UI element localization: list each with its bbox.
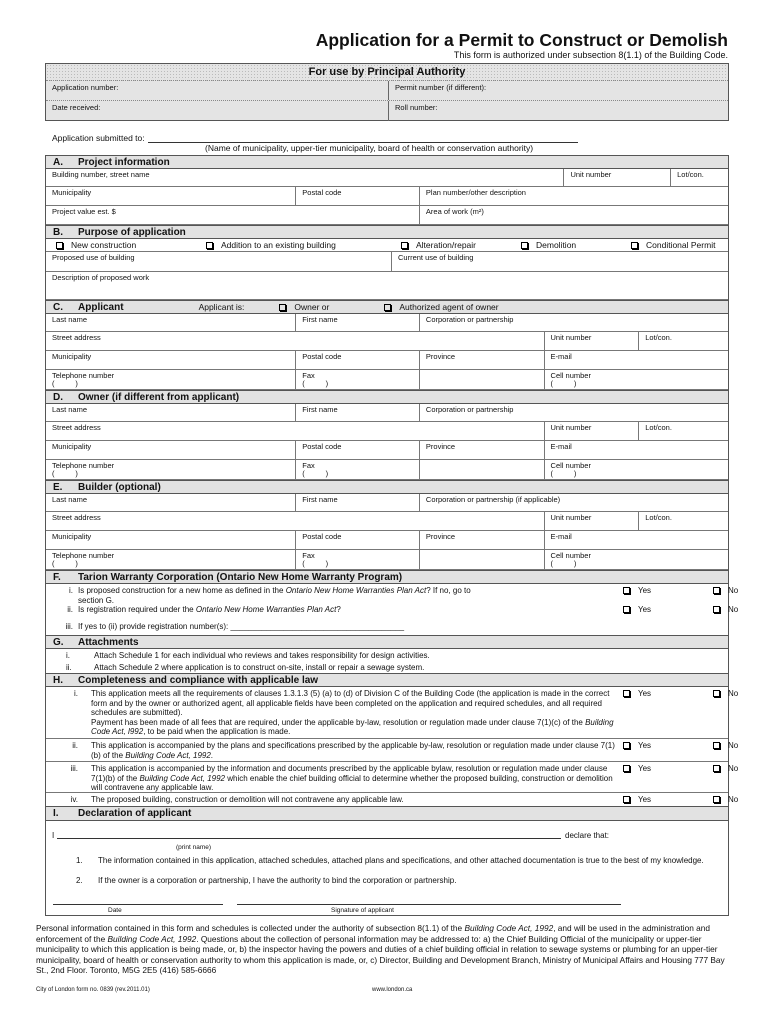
section-title: Owner (if different from applicant) xyxy=(78,391,240,403)
item-number: 1. xyxy=(76,856,83,865)
section-A-header xyxy=(46,156,728,169)
text-segment: , to be paid when the application is made. xyxy=(143,727,291,737)
item-text xyxy=(91,795,616,805)
section-letter: D. xyxy=(53,391,63,403)
item-text xyxy=(78,586,618,605)
section-I-body xyxy=(46,821,728,915)
item-text xyxy=(91,764,616,793)
phone-area-code: ( ) xyxy=(52,469,78,478)
yes-label: Yes xyxy=(638,764,652,773)
date-line[interactable] xyxy=(53,899,223,905)
form-field[interactable]: Unit number xyxy=(545,332,640,350)
text-segment: Building Code Act, 1992 xyxy=(125,750,211,760)
section-title: Completeness and compliance with applicable law xyxy=(78,674,319,686)
field-row xyxy=(46,494,728,512)
section-letter: B. xyxy=(53,226,63,238)
no-label: No xyxy=(728,605,739,614)
section-letter: G. xyxy=(53,636,64,648)
item-number: iii. xyxy=(70,764,78,773)
section-I-header xyxy=(46,806,728,821)
section-E-header xyxy=(46,480,728,494)
section-title: Applicant xyxy=(78,301,124,313)
form-field[interactable]: Plan number/other description xyxy=(425,188,526,197)
checkbox-icon[interactable] xyxy=(623,796,630,803)
form-field[interactable]: Corporation or partnership xyxy=(425,315,514,324)
field-row xyxy=(46,351,728,370)
purpose-option[interactable] xyxy=(206,240,336,250)
form-field[interactable]: Corporation or partnership xyxy=(425,405,514,414)
item-number: ii. xyxy=(66,663,72,672)
checkbox-icon[interactable] xyxy=(206,242,213,249)
purpose-option[interactable] xyxy=(56,240,136,250)
item-text xyxy=(91,741,616,760)
checkbox-icon[interactable] xyxy=(631,242,638,249)
checkbox-icon[interactable] xyxy=(56,242,63,249)
compliance-item xyxy=(46,793,739,806)
submitted-to-note: (Name of municipality, upper-tier municipality, board of health or conservation authority) xyxy=(205,143,534,153)
field-row xyxy=(46,187,728,206)
text-segment: . Questions about the collection of personal information may be addressed to: a) the Chief Building Official of the municipality or upper-tier municipality to which this application is being made, or, b) the inspector having the powers and duties of a chief building official in relation to sewage systems or plumbing for an upper-tier municipality, board of health or conservation authority to whom this application is made, or, c) Director, Building and Development Branch, Ministry of Municipal Affairs and Housing 777 Bay St., 2nd Floor. Toronto, M5G 2E5 (416) 585-6666 xyxy=(36,933,725,975)
form-field[interactable]: Unit number xyxy=(545,422,640,440)
field-row xyxy=(46,550,728,570)
submitted-to-input-line[interactable] xyxy=(148,134,578,143)
text-segment: , and will be used in the administration and enforcement of the xyxy=(36,923,711,944)
yes-option[interactable] xyxy=(623,764,651,774)
section-letter: I. xyxy=(53,808,59,819)
checkbox-icon[interactable] xyxy=(713,742,720,749)
form-field[interactable]: Lot/con. xyxy=(645,333,672,342)
form-field[interactable]: Building number, street name xyxy=(46,169,564,186)
item-text: If the owner is a corporation or partnership, I have the authority to bind the corporation or partnership. xyxy=(98,876,457,885)
yes-option[interactable] xyxy=(623,689,651,699)
item-number: i. xyxy=(66,651,70,660)
form-field[interactable]: Telephone number ( ) xyxy=(46,370,296,389)
form-field[interactable]: Unit number xyxy=(564,169,671,186)
field-row xyxy=(46,169,728,187)
form-field[interactable]: Unit number xyxy=(545,512,640,530)
form-field[interactable]: E-mail xyxy=(550,532,572,541)
form-field[interactable]: First name xyxy=(296,494,420,511)
item-text xyxy=(91,689,616,737)
form-field[interactable]: Municipality xyxy=(46,531,296,549)
text-segment: which enable the chief building official to determine whether the proposed building, construction or demolition will contravene any applicable law. xyxy=(91,773,613,793)
section-title: Project information xyxy=(78,156,170,168)
checkbox-icon[interactable] xyxy=(623,742,630,749)
section-title: Purpose of application xyxy=(78,226,186,238)
phone-area-code: ( ) xyxy=(550,379,577,388)
text-segment: Building Code Act, 1992 xyxy=(464,923,554,933)
phone-area-code: ( ) xyxy=(302,379,329,388)
form-field[interactable]: Municipality xyxy=(46,187,296,205)
form-field[interactable]: First name xyxy=(296,314,420,331)
text-segment: ? xyxy=(336,605,341,614)
principal-authority-box xyxy=(45,63,729,121)
field-row xyxy=(46,441,728,460)
form-field[interactable]: Municipality xyxy=(46,351,296,369)
field-row xyxy=(46,531,728,550)
yes-label: Yes xyxy=(638,741,652,750)
section-G-header xyxy=(46,635,728,649)
no-label: No xyxy=(728,764,739,773)
print-name-line[interactable] xyxy=(57,829,561,839)
checkbox-icon[interactable] xyxy=(521,242,528,249)
no-label: No xyxy=(728,689,739,698)
yes-label: Yes xyxy=(638,689,652,698)
text-segment: Building Code Act, l992 xyxy=(91,717,614,737)
yes-label: Yes xyxy=(638,586,652,595)
section-letter: A. xyxy=(53,156,63,168)
form-field[interactable]: First name xyxy=(296,404,420,421)
compliance-item xyxy=(46,739,739,762)
form-field[interactable]: Municipality xyxy=(46,441,296,459)
phone-area-code: ( ) xyxy=(550,559,577,568)
checkbox-icon[interactable] xyxy=(401,242,408,249)
form-field[interactable]: Lot/con. xyxy=(645,423,672,432)
field-row xyxy=(46,206,728,225)
field-row xyxy=(46,460,728,480)
phone-area-code: ( ) xyxy=(550,469,577,478)
checkbox-icon[interactable] xyxy=(713,765,720,772)
yes-option[interactable] xyxy=(623,795,651,805)
yes-option[interactable] xyxy=(623,741,651,751)
no-option[interactable] xyxy=(713,795,738,805)
text-segment: ? If no, go to section G. xyxy=(78,586,471,605)
signature-line[interactable] xyxy=(237,899,621,905)
text-segment: Attach Schedule 1 for each individual who reviews and takes responsibility for design activities. xyxy=(94,651,430,660)
form-field[interactable]: Telephone number ( ) xyxy=(46,550,296,569)
section-title: Builder (optional) xyxy=(78,481,161,493)
text-segment: Personal information contained in this form and schedules is collected under the authority of subsection 8(1.1) of the xyxy=(36,923,465,933)
form-field[interactable]: Postal code xyxy=(296,351,420,369)
form-field[interactable]: Description of proposed work xyxy=(52,273,150,282)
checkbox-icon[interactable] xyxy=(384,304,391,311)
item-text: The information contained in this application, attached schedules, attached plans and specifications, and other attached documentation is true to the best of my knowledge. xyxy=(98,856,704,865)
application-submitted-to[interactable] xyxy=(52,133,578,143)
text-segment: Ontario New Home Warranties Plan Act xyxy=(195,605,337,614)
no-option[interactable] xyxy=(713,605,738,615)
section-letter: E. xyxy=(53,481,63,493)
roll-number-field[interactable]: Roll number: xyxy=(395,103,438,112)
form-field[interactable]: Postal code xyxy=(296,187,420,205)
yes-label: Yes xyxy=(638,795,652,804)
item-number: iv. xyxy=(70,795,78,804)
yes-option[interactable] xyxy=(623,586,651,596)
no-option[interactable] xyxy=(713,764,738,774)
text-segment: Building Code Act, 1992 xyxy=(107,933,197,944)
applicant-agent-option[interactable] xyxy=(384,302,498,312)
no-label: No xyxy=(728,586,739,595)
item-text xyxy=(78,605,618,615)
field-row xyxy=(46,370,728,390)
section-letter: F. xyxy=(53,571,61,583)
form-field[interactable]: Province xyxy=(420,531,545,549)
checkbox-icon[interactable] xyxy=(279,304,286,311)
form-field[interactable]: Area of work (m²) xyxy=(425,207,484,216)
item-number: ii. xyxy=(72,741,78,750)
section-F-header xyxy=(46,570,728,584)
no-option[interactable] xyxy=(713,689,738,699)
signature-label: Signature of applicant xyxy=(331,907,394,914)
submitted-to-label: Application submitted to: xyxy=(52,133,145,143)
print-name-label: (print name) xyxy=(176,844,212,851)
phone-area-code: ( ) xyxy=(52,379,78,388)
checkbox-icon[interactable] xyxy=(713,587,720,594)
date-label: Date xyxy=(108,907,122,914)
checkbox-icon[interactable] xyxy=(623,587,630,594)
text-segment: Is registration required under the xyxy=(78,605,196,614)
phone-area-code: ( ) xyxy=(52,559,78,568)
form-field[interactable]: Postal code xyxy=(296,531,420,549)
field-row xyxy=(46,252,728,272)
form-field[interactable]: Current use of building xyxy=(397,253,474,262)
form-field[interactable]: Last name xyxy=(46,404,296,421)
form-subtitle: This form is authorized under subsection 8(1.1) of the Building Code. xyxy=(453,50,728,60)
section-H-header xyxy=(46,673,728,687)
section-B-header xyxy=(46,225,728,239)
principal-authority-header: For use by Principal Authority xyxy=(46,64,728,81)
purpose-option[interactable] xyxy=(401,240,476,250)
section-G-body xyxy=(46,649,728,673)
section-F-body xyxy=(46,584,739,635)
application-number-field[interactable]: Application number: xyxy=(46,81,389,100)
form-field[interactable]: Corporation or partnership (if applicable) xyxy=(425,495,561,504)
website: www.london.ca xyxy=(372,987,413,993)
form-field[interactable]: Province xyxy=(420,351,545,369)
applicant-owner-option[interactable] xyxy=(279,302,329,312)
text-segment: Building Code Act, 1992 xyxy=(139,773,226,783)
section-title: Declaration of applicant xyxy=(78,808,192,819)
option-label: Conditional Permit xyxy=(646,240,716,250)
form-field[interactable]: Project value est. $ xyxy=(46,206,420,224)
declaration-i: I xyxy=(52,831,55,840)
privacy-notice xyxy=(36,923,734,976)
purpose-option[interactable] xyxy=(521,240,576,250)
section-title: Attachments xyxy=(78,636,139,648)
declare-that: declare that: xyxy=(565,831,610,840)
no-option[interactable] xyxy=(713,741,738,751)
checkbox-icon[interactable] xyxy=(623,765,630,772)
field-row xyxy=(46,512,728,531)
field-row xyxy=(46,422,728,441)
item-number: iii. xyxy=(65,622,73,631)
field-row xyxy=(46,272,728,300)
checkbox-icon[interactable] xyxy=(623,606,630,613)
item-text xyxy=(94,651,430,661)
text-segment: This application is accompanied by the plans and specifications prescribed by the applicable by-law, resolution or regulation made under clause 7(1)(b) of the xyxy=(91,741,615,760)
field-row xyxy=(46,404,728,422)
checkbox-icon[interactable] xyxy=(713,796,720,803)
form-title: Application for a Permit to Construct or Demolish xyxy=(315,30,728,50)
text-segment: Is proposed construction for a new home as defined in the xyxy=(78,586,286,595)
form-field[interactable]: Fax ( ) xyxy=(296,370,420,389)
field-row xyxy=(46,332,728,351)
item-number: i. xyxy=(74,689,78,698)
section-D-header xyxy=(46,390,728,404)
option-label: Demolition xyxy=(536,240,577,250)
form-field[interactable] xyxy=(420,370,545,389)
text-segment: This application is accompanied by the information and documents prescribed by the applicable bylaw, resolution or regulation made under clause 7(1)(b) of the xyxy=(91,764,608,783)
item-number: ii. xyxy=(67,605,73,614)
checkbox-icon[interactable] xyxy=(623,690,630,697)
form-field[interactable]: Lot/con. xyxy=(645,513,672,522)
purpose-options xyxy=(46,239,728,252)
phone-area-code: ( ) xyxy=(302,469,329,478)
item-text xyxy=(78,622,618,632)
section-letter: H. xyxy=(53,674,63,686)
form-field[interactable]: Cell number ( ) xyxy=(550,461,591,478)
section-title: Tarion Warranty Corporation (Ontario New Home Warranty Program) xyxy=(78,571,403,583)
no-label: No xyxy=(728,795,739,804)
option-label: New construction xyxy=(71,240,137,250)
purpose-option[interactable] xyxy=(631,240,715,250)
form-field[interactable]: Cell number ( ) xyxy=(550,371,591,388)
item-number: i. xyxy=(69,586,73,595)
form-field[interactable]: Proposed use of building xyxy=(46,252,392,271)
option-label: Owner or xyxy=(294,302,330,312)
compliance-item xyxy=(46,762,739,793)
no-label: No xyxy=(728,741,739,750)
form-field[interactable]: Fax ( ) xyxy=(296,460,420,479)
form-field[interactable]: Postal code xyxy=(296,441,420,459)
text-segment: Attach Schedule 2 where application is to construct on-site, install or repair a sewage system. xyxy=(94,663,425,672)
form-field[interactable]: Street address xyxy=(46,512,545,530)
no-option[interactable] xyxy=(713,586,738,596)
form-field[interactable]: Cell number ( ) xyxy=(550,551,591,568)
form-field[interactable]: Lot/con. xyxy=(677,170,704,179)
option-label: Addition to an existing building xyxy=(221,240,336,250)
form-field[interactable]: E-mail xyxy=(550,352,572,361)
date-received-field[interactable]: Date received: xyxy=(46,101,389,121)
text-segment: . xyxy=(210,750,214,760)
form-field[interactable]: Street address xyxy=(46,422,545,440)
item-number: 2. xyxy=(76,876,83,885)
form-field[interactable]: E-mail xyxy=(550,442,572,451)
form-field[interactable]: Last name xyxy=(46,494,296,511)
option-label: Alteration/repair xyxy=(416,240,477,250)
application-form xyxy=(45,155,739,916)
checkbox-icon[interactable] xyxy=(713,606,720,613)
form-field[interactable]: Fax ( ) xyxy=(296,550,420,569)
option-label: Authorized agent of owner xyxy=(399,302,499,312)
text-segment: If yes to (ii) provide registration number(s): _______________________________________ xyxy=(78,622,405,631)
permit-number-field[interactable]: Permit number (if different): xyxy=(395,83,487,92)
form-field[interactable]: Last name xyxy=(46,314,296,331)
form-field[interactable]: Telephone number ( ) xyxy=(46,460,296,479)
yes-option[interactable] xyxy=(623,605,651,615)
text-segment: Ontario New Home Warranties Plan Act xyxy=(285,586,427,595)
item-text xyxy=(94,663,424,673)
form-field[interactable] xyxy=(420,460,545,479)
checkbox-icon[interactable] xyxy=(713,690,720,697)
text-segment: The proposed building, construction or demolition will not contravene any applicable law. xyxy=(91,795,404,804)
form-field[interactable]: Province xyxy=(420,441,545,459)
form-field[interactable] xyxy=(420,550,545,569)
applicant-is-label: Applicant is: xyxy=(198,302,245,312)
field-row xyxy=(46,314,728,332)
text-segment: This application meets all the requirements of clauses 1.3.1.3 (5) (a) to (d) of Division C of the Building Code (the application is made in the correct form and by the owner or authorized agent, all applicable fields have been completed on the application and required schedules, and all required schedules are submitted). Payment has been made of all fees that are required, under the applicable by-law, resolution or regulation made under clause 7(1)(c) of the xyxy=(91,689,610,727)
section-letter: C. xyxy=(53,301,63,313)
section-C-header xyxy=(46,300,728,314)
yes-label: Yes xyxy=(638,605,652,614)
form-field[interactable]: Street address xyxy=(46,332,545,350)
compliance-item xyxy=(46,687,739,739)
form-number: City of London form no. 0839 (rev.2011.01) xyxy=(36,987,150,993)
phone-area-code: ( ) xyxy=(302,559,329,568)
